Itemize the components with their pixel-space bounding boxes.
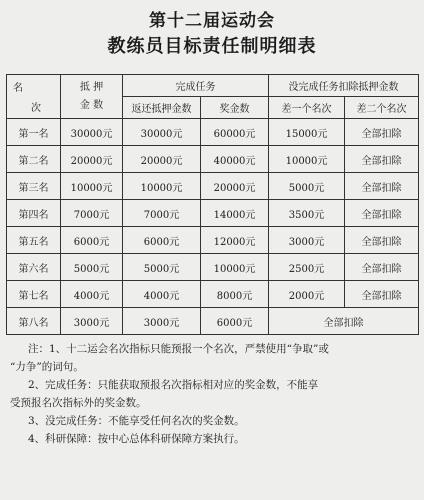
table-cell: 20000元 <box>201 173 269 200</box>
table-cell: 14000元 <box>201 200 269 227</box>
table-cell: 60000元 <box>201 119 269 146</box>
table-row <box>7 173 419 200</box>
header-fail-two: 差二个名次 <box>345 97 419 119</box>
table-cell: 2000元 <box>269 281 345 308</box>
table-cell: 5000元 <box>123 254 201 281</box>
table-cell: 10000元 <box>201 254 269 281</box>
table-cell: 12000元 <box>201 227 269 254</box>
table-cell: 全部扣除 <box>345 281 419 308</box>
table-row <box>7 308 419 335</box>
note-3: 3、没完成任务：不能享受任何名次的奖金数。 <box>28 415 245 427</box>
header-fail-one: 差一个名次 <box>269 97 345 119</box>
table-cell: 4000元 <box>61 281 123 308</box>
table-cell: 6000元 <box>123 227 201 254</box>
table-row <box>7 146 419 173</box>
table-cell: 6000元 <box>61 227 123 254</box>
table-cell: 30000元 <box>123 119 201 146</box>
table-cell: 第三名 <box>7 173 61 200</box>
notes-section <box>10 340 416 448</box>
table-cell: 第七名 <box>7 281 61 308</box>
document-title: 第十二届运动会 <box>149 11 275 31</box>
table-cell: 3500元 <box>269 200 345 227</box>
table-cell: 20000元 <box>123 146 201 173</box>
table-cell: 第六名 <box>7 254 61 281</box>
header-bonus: 奖金数 <box>201 97 269 119</box>
note-1b: “力争”的词句。 <box>10 361 84 373</box>
note-2a: 2、完成任务：只能获取预报名次指标相对应的奖金数，不能享 <box>28 379 319 391</box>
table-body <box>7 119 419 335</box>
table-cell: 10000元 <box>61 173 123 200</box>
table-row <box>7 119 419 146</box>
table-cell: 全部扣除 <box>345 146 419 173</box>
header-return-deposit: 返还抵押金数 <box>123 97 201 119</box>
table-cell: 第四名 <box>7 200 61 227</box>
table-cell: 7000元 <box>123 200 201 227</box>
table-cell: 20000元 <box>61 146 123 173</box>
table-cell: 5000元 <box>61 254 123 281</box>
table-row <box>7 227 419 254</box>
table-cell: 4000元 <box>123 281 201 308</box>
table-row <box>7 281 419 308</box>
table-cell: 8000元 <box>201 281 269 308</box>
table-cell: 全部扣除 <box>345 119 419 146</box>
table-cell: 10000元 <box>269 146 345 173</box>
table-cell: 3000元 <box>269 227 345 254</box>
table-cell: 3000元 <box>61 308 123 335</box>
table-cell: 全部扣除 <box>345 254 419 281</box>
table-cell: 第二名 <box>7 146 61 173</box>
note-1a: 注：1、十二运会名次指标只能预报一个名次，严禁使用“争取”或 <box>28 343 329 355</box>
table-cell: 全部扣除 <box>345 173 419 200</box>
note-4: 4、科研保障：按中心总体科研保障方案执行。 <box>28 433 245 445</box>
table-cell: 第五名 <box>7 227 61 254</box>
responsibility-table <box>6 74 419 335</box>
table-cell: 第一名 <box>7 119 61 146</box>
note-2b: 受预报名次指标外的奖金数。 <box>10 397 147 409</box>
header-rank: 名 次 <box>7 75 61 119</box>
table-cell: 5000元 <box>269 173 345 200</box>
table-cell: 10000元 <box>123 173 201 200</box>
table-cell: 40000元 <box>201 146 269 173</box>
header-complete: 完成任务 <box>123 75 269 97</box>
table-cell: 6000元 <box>201 308 269 335</box>
table-cell: 30000元 <box>61 119 123 146</box>
table-cell: 2500元 <box>269 254 345 281</box>
header-fail: 没完成任务扣除抵押金数 <box>269 75 419 97</box>
table-cell: 全部扣除 <box>345 200 419 227</box>
table-row <box>7 200 419 227</box>
table-row <box>7 254 419 281</box>
table-cell: 全部扣除 <box>269 308 419 335</box>
table-cell: 第八名 <box>7 308 61 335</box>
table-cell: 7000元 <box>61 200 123 227</box>
table-cell: 15000元 <box>269 119 345 146</box>
table-cell: 3000元 <box>123 308 201 335</box>
document-subtitle: 教练员目标责任制明细表 <box>107 36 317 57</box>
table-cell: 全部扣除 <box>345 227 419 254</box>
header-deposit: 抵 押 金 数 <box>61 75 123 119</box>
